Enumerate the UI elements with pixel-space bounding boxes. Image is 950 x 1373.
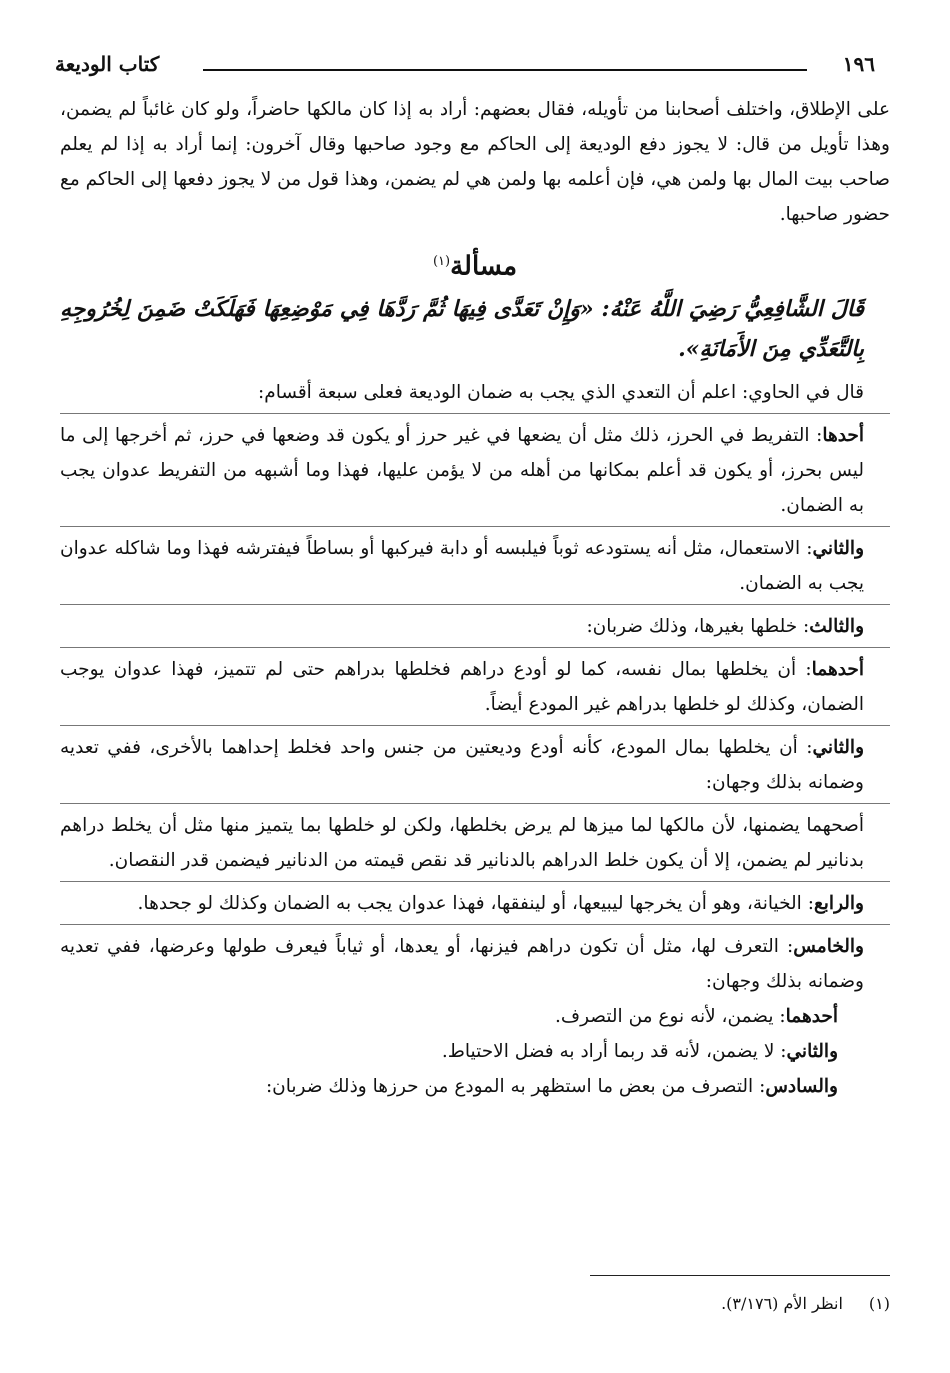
paragraph-divider — [60, 526, 890, 527]
section-heading — [60, 240, 890, 289]
paragraph-text: : الاستعمال، مثل أنه يستودعه ثوباً فيلبسه أو دابة فيركبها أو بساطاً فيفترشه فهذا وما شاكله عدوان يجب به الضمان. — [60, 537, 864, 594]
footnote-rule — [590, 1275, 890, 1276]
book-title: كتاب الوديعة — [55, 52, 160, 76]
paragraph-divider — [60, 647, 890, 648]
paragraph-lead: والثاني — [812, 537, 864, 559]
section-heading-text: مسألة — [450, 251, 518, 282]
paragraph-divider — [60, 413, 890, 414]
paragraph-text: أصحهما يضمنها، لأن مالكها لما ميزها لم يرض بخلطها، ولكن لو خلطها بما يتميز منها مثل أن يخلط دراهم بدنانير لم يضمن، إلا أن يكون خلط الدراهم بالدنانير قد نقص قيمته من الدنانير فيضمن قدر النقصان. — [60, 814, 864, 871]
paragraph-text: : أن يخلطها بمال نفسه، كما لو أودع دراهم فخلطها بدراهم حتى لم تتميز، فهذا عدوان يوجب الضمان، وكذلك لو خلطها بدراهم غير المودع أيضاً. — [60, 658, 864, 715]
paragraph-lead: والرابع — [813, 892, 864, 914]
paragraph-0 — [60, 375, 890, 410]
paragraph-text: : الخيانة، وهو أن يخرجها ليبيعها، أو لينفقها، فهذا عدوان يجب به الضمان وكذلك لو جحدها. — [137, 892, 814, 914]
page-body — [60, 92, 890, 1104]
header-rule — [203, 69, 807, 71]
paragraph-divider — [60, 881, 890, 882]
paragraph-lead: والخامس — [793, 935, 864, 957]
footnote-text: انظر الأم (٣/١٧٦). — [721, 1294, 843, 1313]
paragraph-7 — [60, 886, 890, 921]
paragraph-text: : لا يضمن، لأنه قد ربما أراد به فضل الاحتياط. — [441, 1040, 787, 1062]
paragraph-10 — [60, 1034, 890, 1069]
paragraph-text: : التصرف من بعض ما استظهر به المودع من حرزها وذلك ضربان: — [265, 1075, 766, 1097]
footnote — [290, 1290, 890, 1318]
paragraph-text: : خلطها بغيرها، وذلك ضربان: — [586, 615, 810, 637]
running-header — [55, 48, 875, 84]
paragraph-6 — [60, 808, 890, 878]
paragraph-3 — [60, 609, 890, 644]
paragraph-divider — [60, 803, 890, 804]
shafii-quote: قَالَ الشَّافِعِيُّ رَضِيَ اللَّهُ عَنْهُ: «وَإِنْ تَعَدَّى فِيهَا ثُمَّ رَدَّهَا فِي مَوْضِعِهَا فَهَلَكَتْ ضَمِنَ لِخُرُوجِهِ بِالتَّعَدِّي مِنَ الأَمَانَةِ». — [60, 295, 864, 362]
paragraph-11 — [60, 1069, 890, 1104]
intro-paragraph: على الإطلاق، واختلف أصحابنا من تأويله، فقال بعضهم: أراد به إذا كان مالكها حاضراً، ولو كان غائباً لم يضمن، وهذا تأويل من قال: لا يجوز دفع الوديعة إلى الحاكم مع وجود صاحبها وقال آخرون: إنما أراد به إذا لم يعلم صاحب بيت المال بها ولمن هي، فإن أعلمه بها ولمن هي لم يضمن، وهذا قول من لا يجوز دفعها إلى الحاكم مع حضور صاحبها. — [60, 99, 890, 225]
page-number: ١٩٦ — [842, 52, 875, 76]
paragraph-divider — [60, 604, 890, 605]
paragraph-text: : التعرف لها، مثل أن تكون دراهم فيزنها، أو يعدها، أو ثياباً فيعرف طولها وعرضها، ففي تعديه وضمانه بذلك وجهان: — [60, 935, 864, 992]
footnote-number: (١) — [868, 1294, 890, 1313]
paragraph-2 — [60, 531, 890, 601]
paragraph-5 — [60, 730, 890, 800]
paragraph-lead: أحدها — [822, 424, 864, 446]
paragraph-lead: والسادس — [765, 1075, 838, 1097]
paragraph-lead: أحدهما — [811, 658, 864, 680]
paragraph-4 — [60, 652, 890, 722]
paragraph-1 — [60, 418, 890, 523]
paragraph-8 — [60, 929, 890, 999]
paragraph-divider — [60, 725, 890, 726]
paragraph-lead: والثاني — [786, 1040, 838, 1062]
paragraph-lead: أحدهما — [785, 1005, 838, 1027]
paragraph-lead: والثاني — [812, 736, 864, 758]
paragraph-text: : أن يخلطها بمال المودع، كأنه أودع وديعتين من جنس واحد فخلط إحداهما بالأخرى، ففي تعديه وضمانه بذلك وجهان: — [60, 736, 864, 793]
paragraph-text: : التفريط في الحرز، ذلك مثل أن يضعها في غير حرز أو يكون قد وضعها في حرز، ثم أخرجها إلى ما ليس بحرز، أو يكون قد أعلم بمكانها من أهله من لا يؤمن عليها، فهذا وما أشبهه من التفريط عدوان يجب به الضمان. — [60, 424, 864, 516]
paragraph-text: قال في الحاوي: اعلم أن التعدي الذي يجب به ضمان الوديعة فعلى سبعة أقسام: — [258, 381, 864, 403]
paragraph-text: : يضمن، لأنه نوع من التصرف. — [555, 1005, 786, 1027]
footnote-ref: (١) — [432, 254, 451, 269]
paragraph-divider — [60, 924, 890, 925]
paragraph-9 — [60, 999, 890, 1034]
paragraph-lead: والثالث — [809, 615, 864, 637]
